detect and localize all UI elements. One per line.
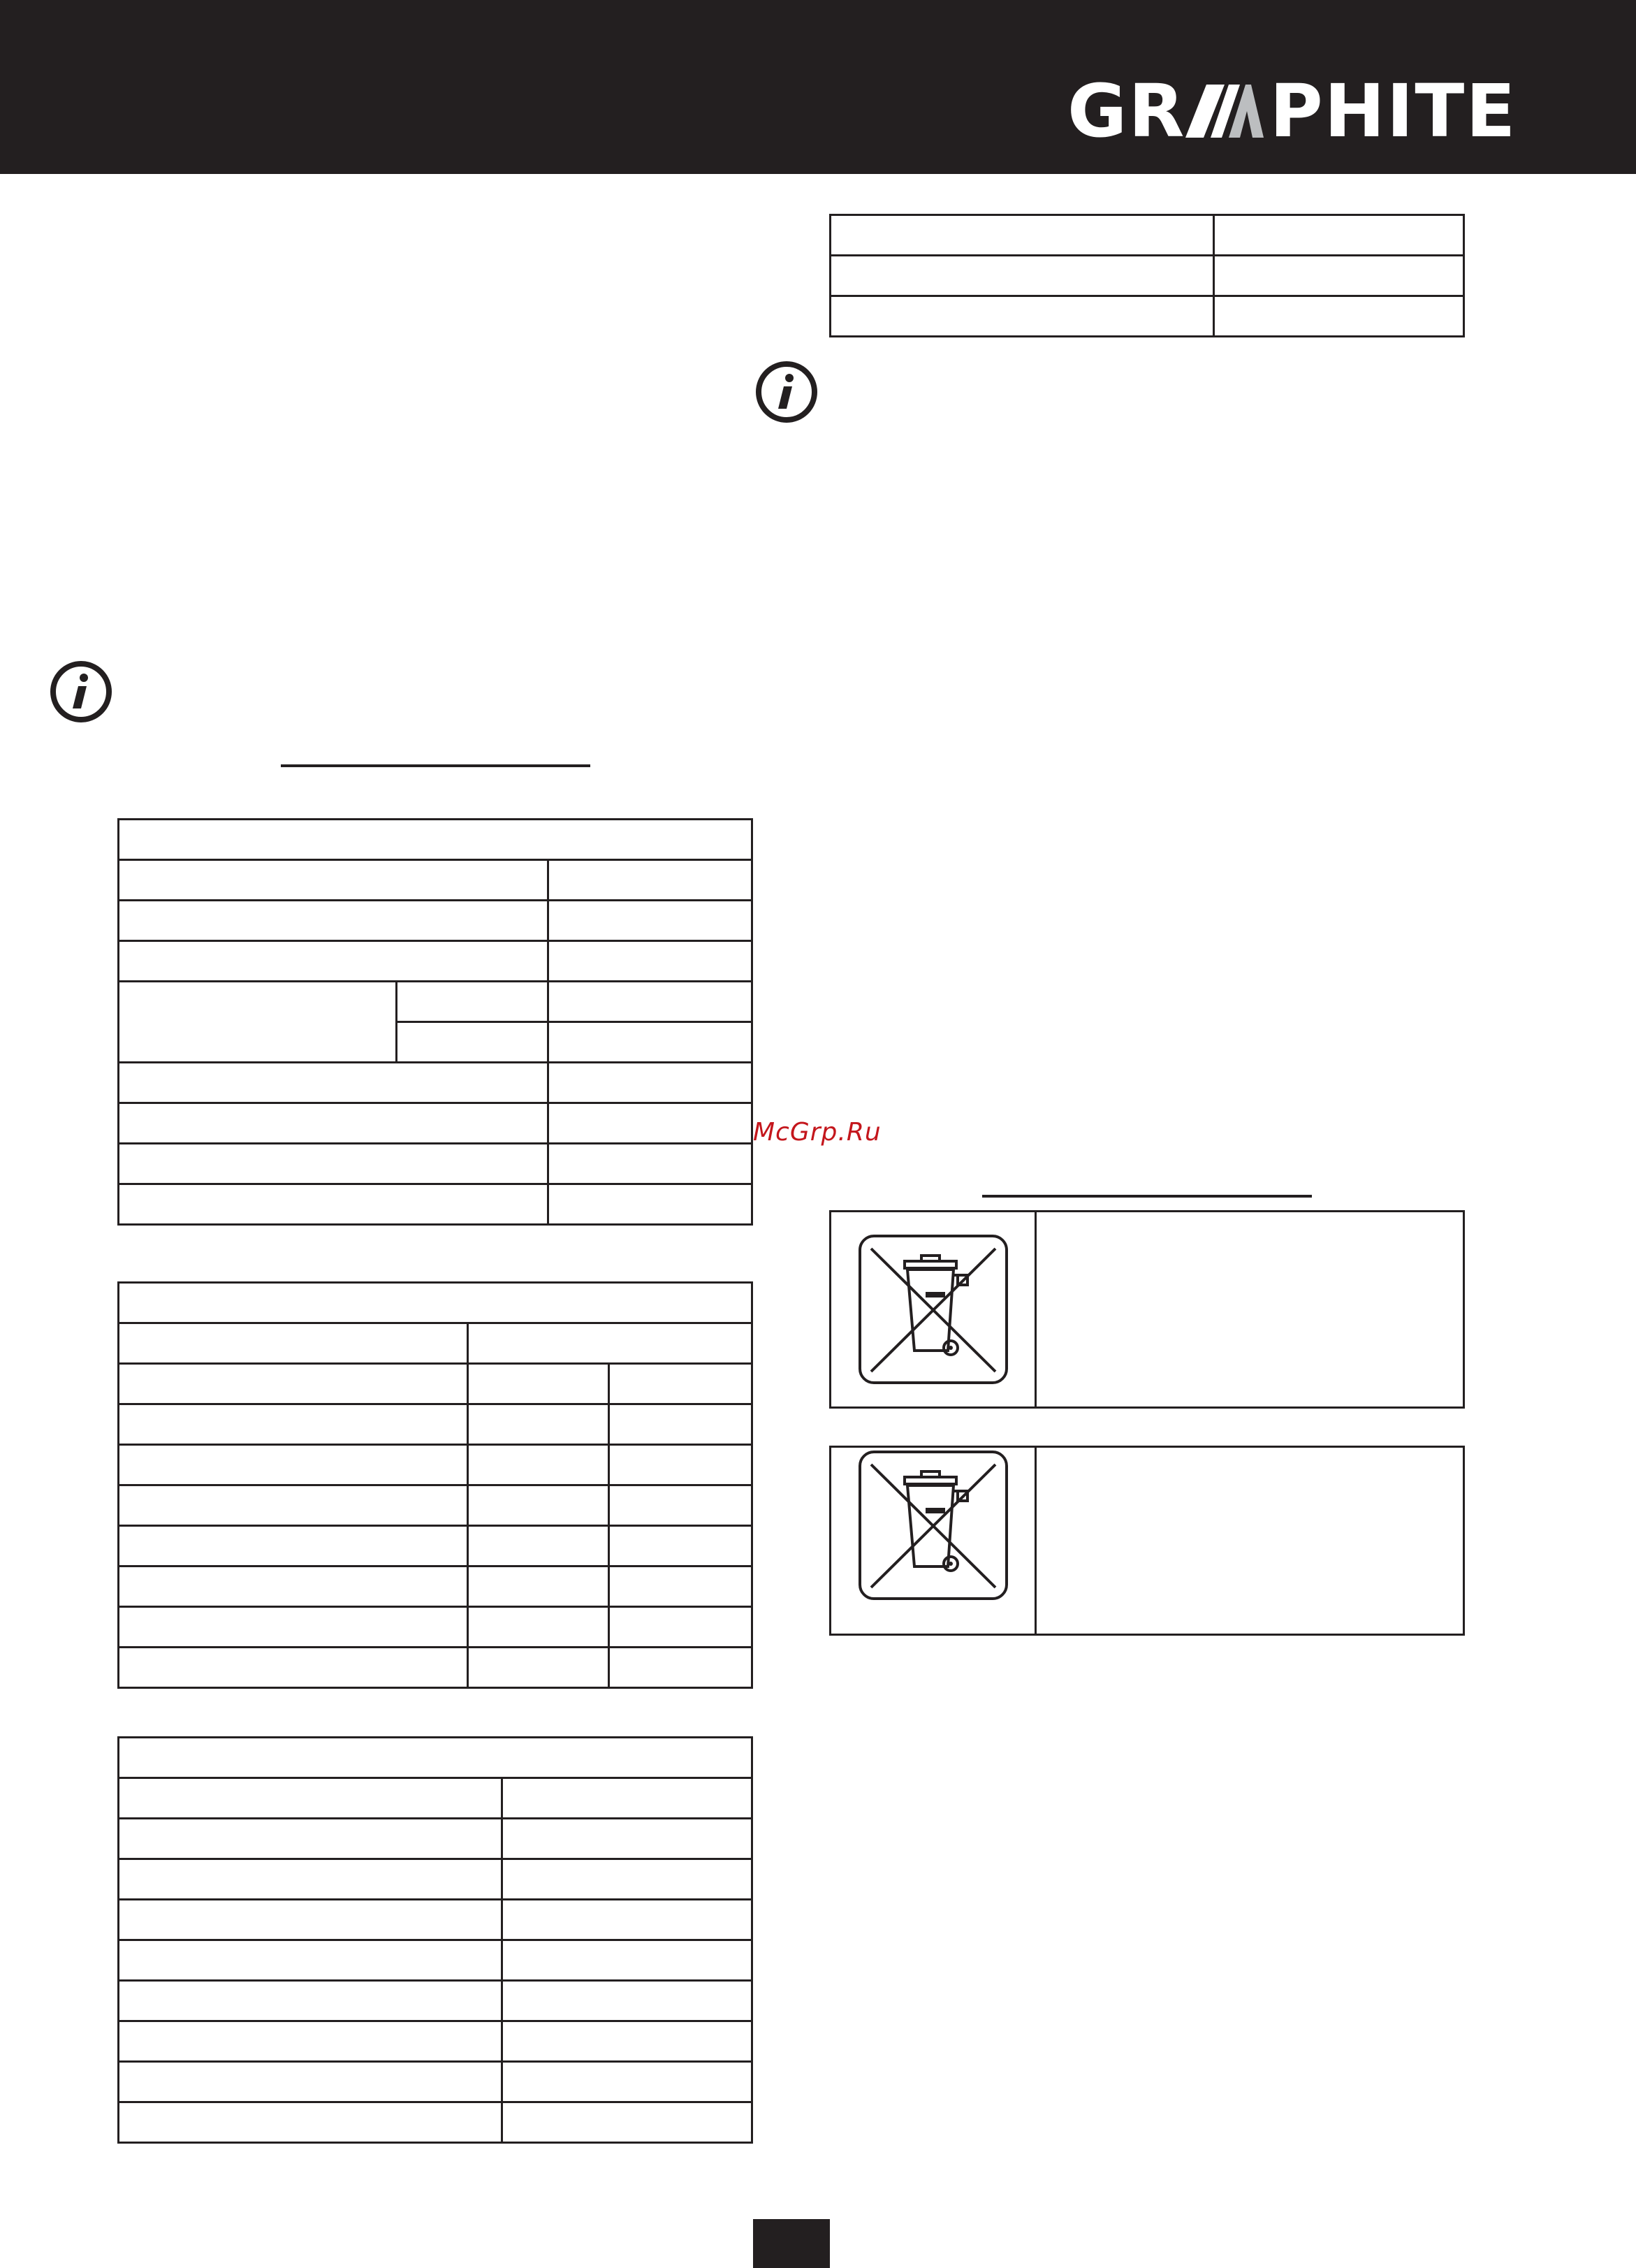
- table-row: [119, 1144, 752, 1184]
- table-row: [119, 901, 752, 941]
- table-row: [119, 1364, 752, 1404]
- spec-table-3: [117, 1736, 753, 2144]
- brand-logo: [1067, 68, 1517, 154]
- table-row: [831, 296, 1464, 337]
- info-icon: [754, 360, 819, 424]
- table-row: [119, 1526, 752, 1566]
- page-number-tab: [753, 2219, 830, 2268]
- table-row: [119, 1323, 752, 1364]
- crossed-out-wheelie-bin-icon: [857, 1449, 1009, 1601]
- weee-text-cell: [1037, 1448, 1463, 1634]
- table-row: [119, 1485, 752, 1526]
- table-row: [119, 941, 752, 982]
- watermark: McGrp.Ru: [753, 1118, 882, 1147]
- table-row: [119, 1063, 752, 1103]
- table-row: [119, 1648, 752, 1688]
- table-row: [119, 860, 752, 901]
- brand-logo-stylized-a: [1185, 83, 1269, 139]
- table-row: [831, 215, 1464, 256]
- spec-table-top-right: [829, 214, 1465, 337]
- table-row: [831, 256, 1464, 296]
- section-heading-underline: [281, 764, 590, 767]
- table-row: [119, 1900, 752, 1940]
- brand-logo-text-right: PHITE: [1269, 68, 1517, 154]
- weee-disposal-box: [829, 1210, 1465, 1409]
- weee-icon-cell: [831, 1212, 1037, 1406]
- weee-disposal-box: [829, 1446, 1465, 1636]
- table-row: [119, 2062, 752, 2102]
- info-icon: [49, 660, 113, 724]
- table-row: [119, 1184, 752, 1225]
- brand-logo-text-left: GR: [1067, 68, 1186, 154]
- crossed-out-wheelie-bin-icon: [857, 1233, 1009, 1386]
- table-row: [119, 1445, 752, 1485]
- table-row: [119, 820, 752, 860]
- table-row: [119, 1981, 752, 2021]
- table-row: [119, 982, 752, 1022]
- table-row: [119, 1404, 752, 1445]
- table-row: [119, 1103, 752, 1144]
- spec-table-2: [117, 1281, 753, 1689]
- section-heading-underline: [982, 1195, 1312, 1198]
- table-row: [119, 1859, 752, 1900]
- weee-text-cell: [1037, 1212, 1463, 1406]
- table-row: [119, 1566, 752, 1607]
- table-row: [119, 2021, 752, 2062]
- table-row: [119, 2102, 752, 2143]
- table-row: [119, 1819, 752, 1859]
- spec-table-1: [117, 818, 753, 1226]
- table-row: [119, 1940, 752, 1981]
- weee-icon-cell: [831, 1448, 1037, 1634]
- table-row: [119, 1738, 752, 1778]
- table-row: [119, 1283, 752, 1323]
- table-row: [119, 1607, 752, 1648]
- table-row: [119, 1778, 752, 1819]
